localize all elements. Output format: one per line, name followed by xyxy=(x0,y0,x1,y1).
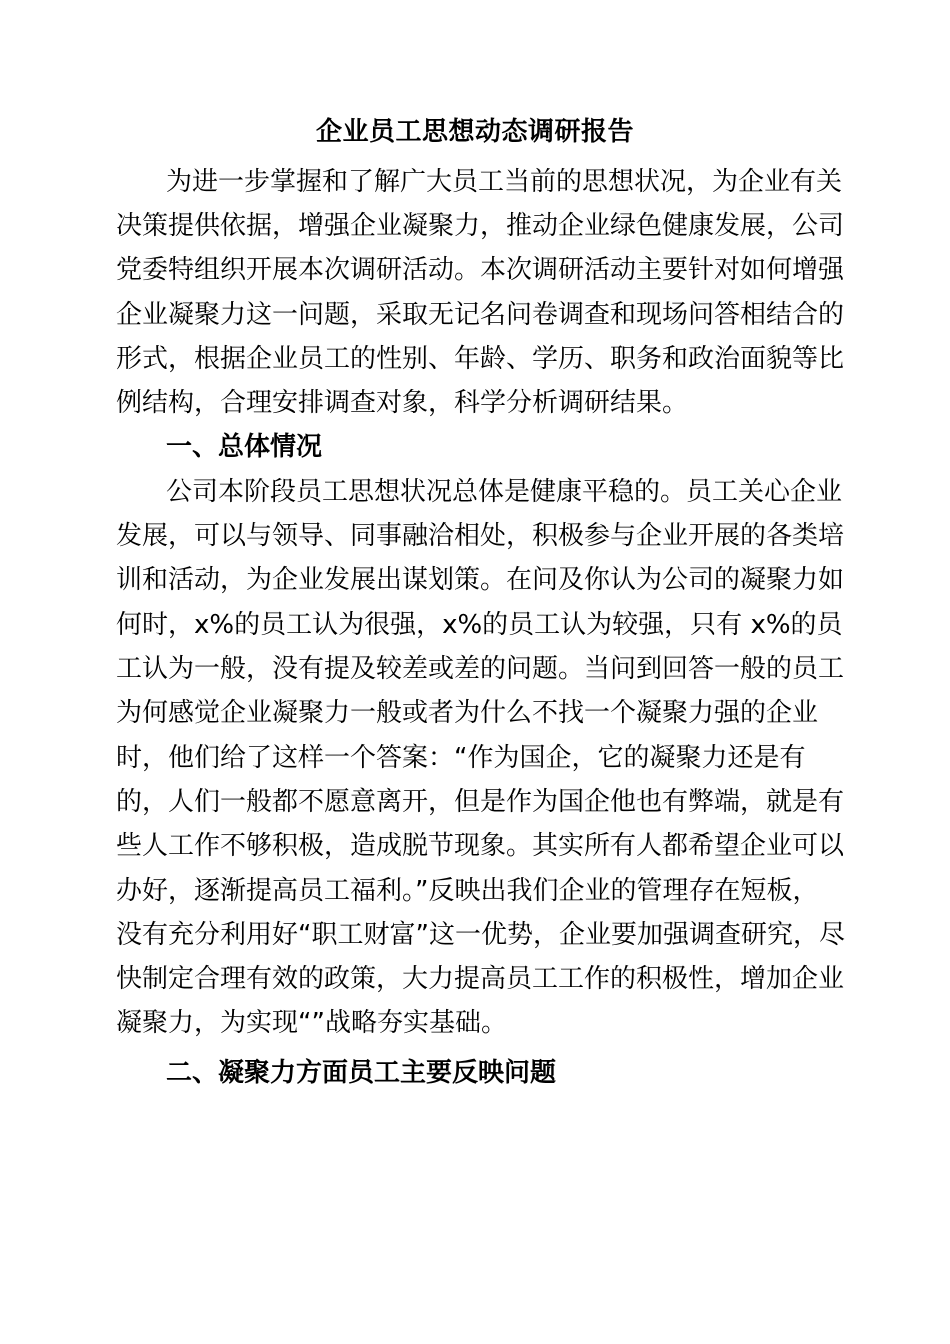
paragraph-line: 训和活动，为企业发展出谋划策。在问及你认为公司的凝聚力如 xyxy=(116,565,845,595)
paragraph-line: 党委特组织开展本次调研活动。本次调研活动主要针对如何增强 xyxy=(116,255,845,285)
paragraph-line: 决策提供依据，增强企业凝聚力，推动企业绿色健康发展，公司 xyxy=(116,211,845,241)
paragraph-line: 何时，x%的员工认为很强，x%的员工认为较强，只有 x%的员 xyxy=(116,610,843,640)
paragraph-line: 发展，可以与领导、同事融洽相处，积极参与企业开展的各类培 xyxy=(116,521,845,551)
paragraph-line: 企业凝聚力这一问题，采取无记名问卷调查和现场问答相结合的 xyxy=(116,300,845,330)
paragraph-line: 为何感觉企业凝聚力一般或者为什么不找一个凝聚力强的企业 xyxy=(116,698,819,728)
section-heading-issues: 二、凝聚力方面员工主要反映问题 xyxy=(166,1058,557,1088)
paragraph-line: 的，人们一般都不愿意离开，但是作为国企他也有弊端，就是有 xyxy=(116,787,845,817)
paragraph-line: 例结构，合理安排调查对象，科学分析调研结果。 xyxy=(116,388,689,418)
section-heading-overall: 一、总体情况 xyxy=(166,432,323,462)
paragraph-line: 工认为一般，没有提及较差或差的问题。当问到回答一般的员工 xyxy=(116,654,845,684)
paragraph-line: 公司本阶段员工思想状况总体是健康平稳的。员工关心企业 xyxy=(166,477,843,507)
paragraph-line: 为进一步掌握和了解广大员工当前的思想状况，为企业有关 xyxy=(166,167,843,197)
paragraph-line: 凝聚力，为实现“”战略夯实基础。 xyxy=(116,1008,507,1038)
paragraph-line: 时，他们给了这样一个答案：“作为国企，它的凝聚力还是有 xyxy=(116,743,806,773)
paragraph-line: 没有充分利用好“职工财富”这一优势，企业要加强调查研究，尽 xyxy=(116,920,845,950)
paragraph-line: 办好，逐渐提高员工福利。”反映出我们企业的管理存在短板， xyxy=(116,876,819,906)
paragraph-line: 快制定合理有效的政策，大力提高员工工作的积极性，增加企业 xyxy=(116,964,845,994)
document-title: 企业员工思想动态调研报告 xyxy=(315,117,634,147)
paragraph-line: 形式，根据企业员工的性别、年龄、学历、职务和政治面貌等比 xyxy=(116,344,845,374)
paragraph-line: 些人工作不够积极，造成脱节现象。其实所有人都希望企业可以 xyxy=(116,831,845,861)
